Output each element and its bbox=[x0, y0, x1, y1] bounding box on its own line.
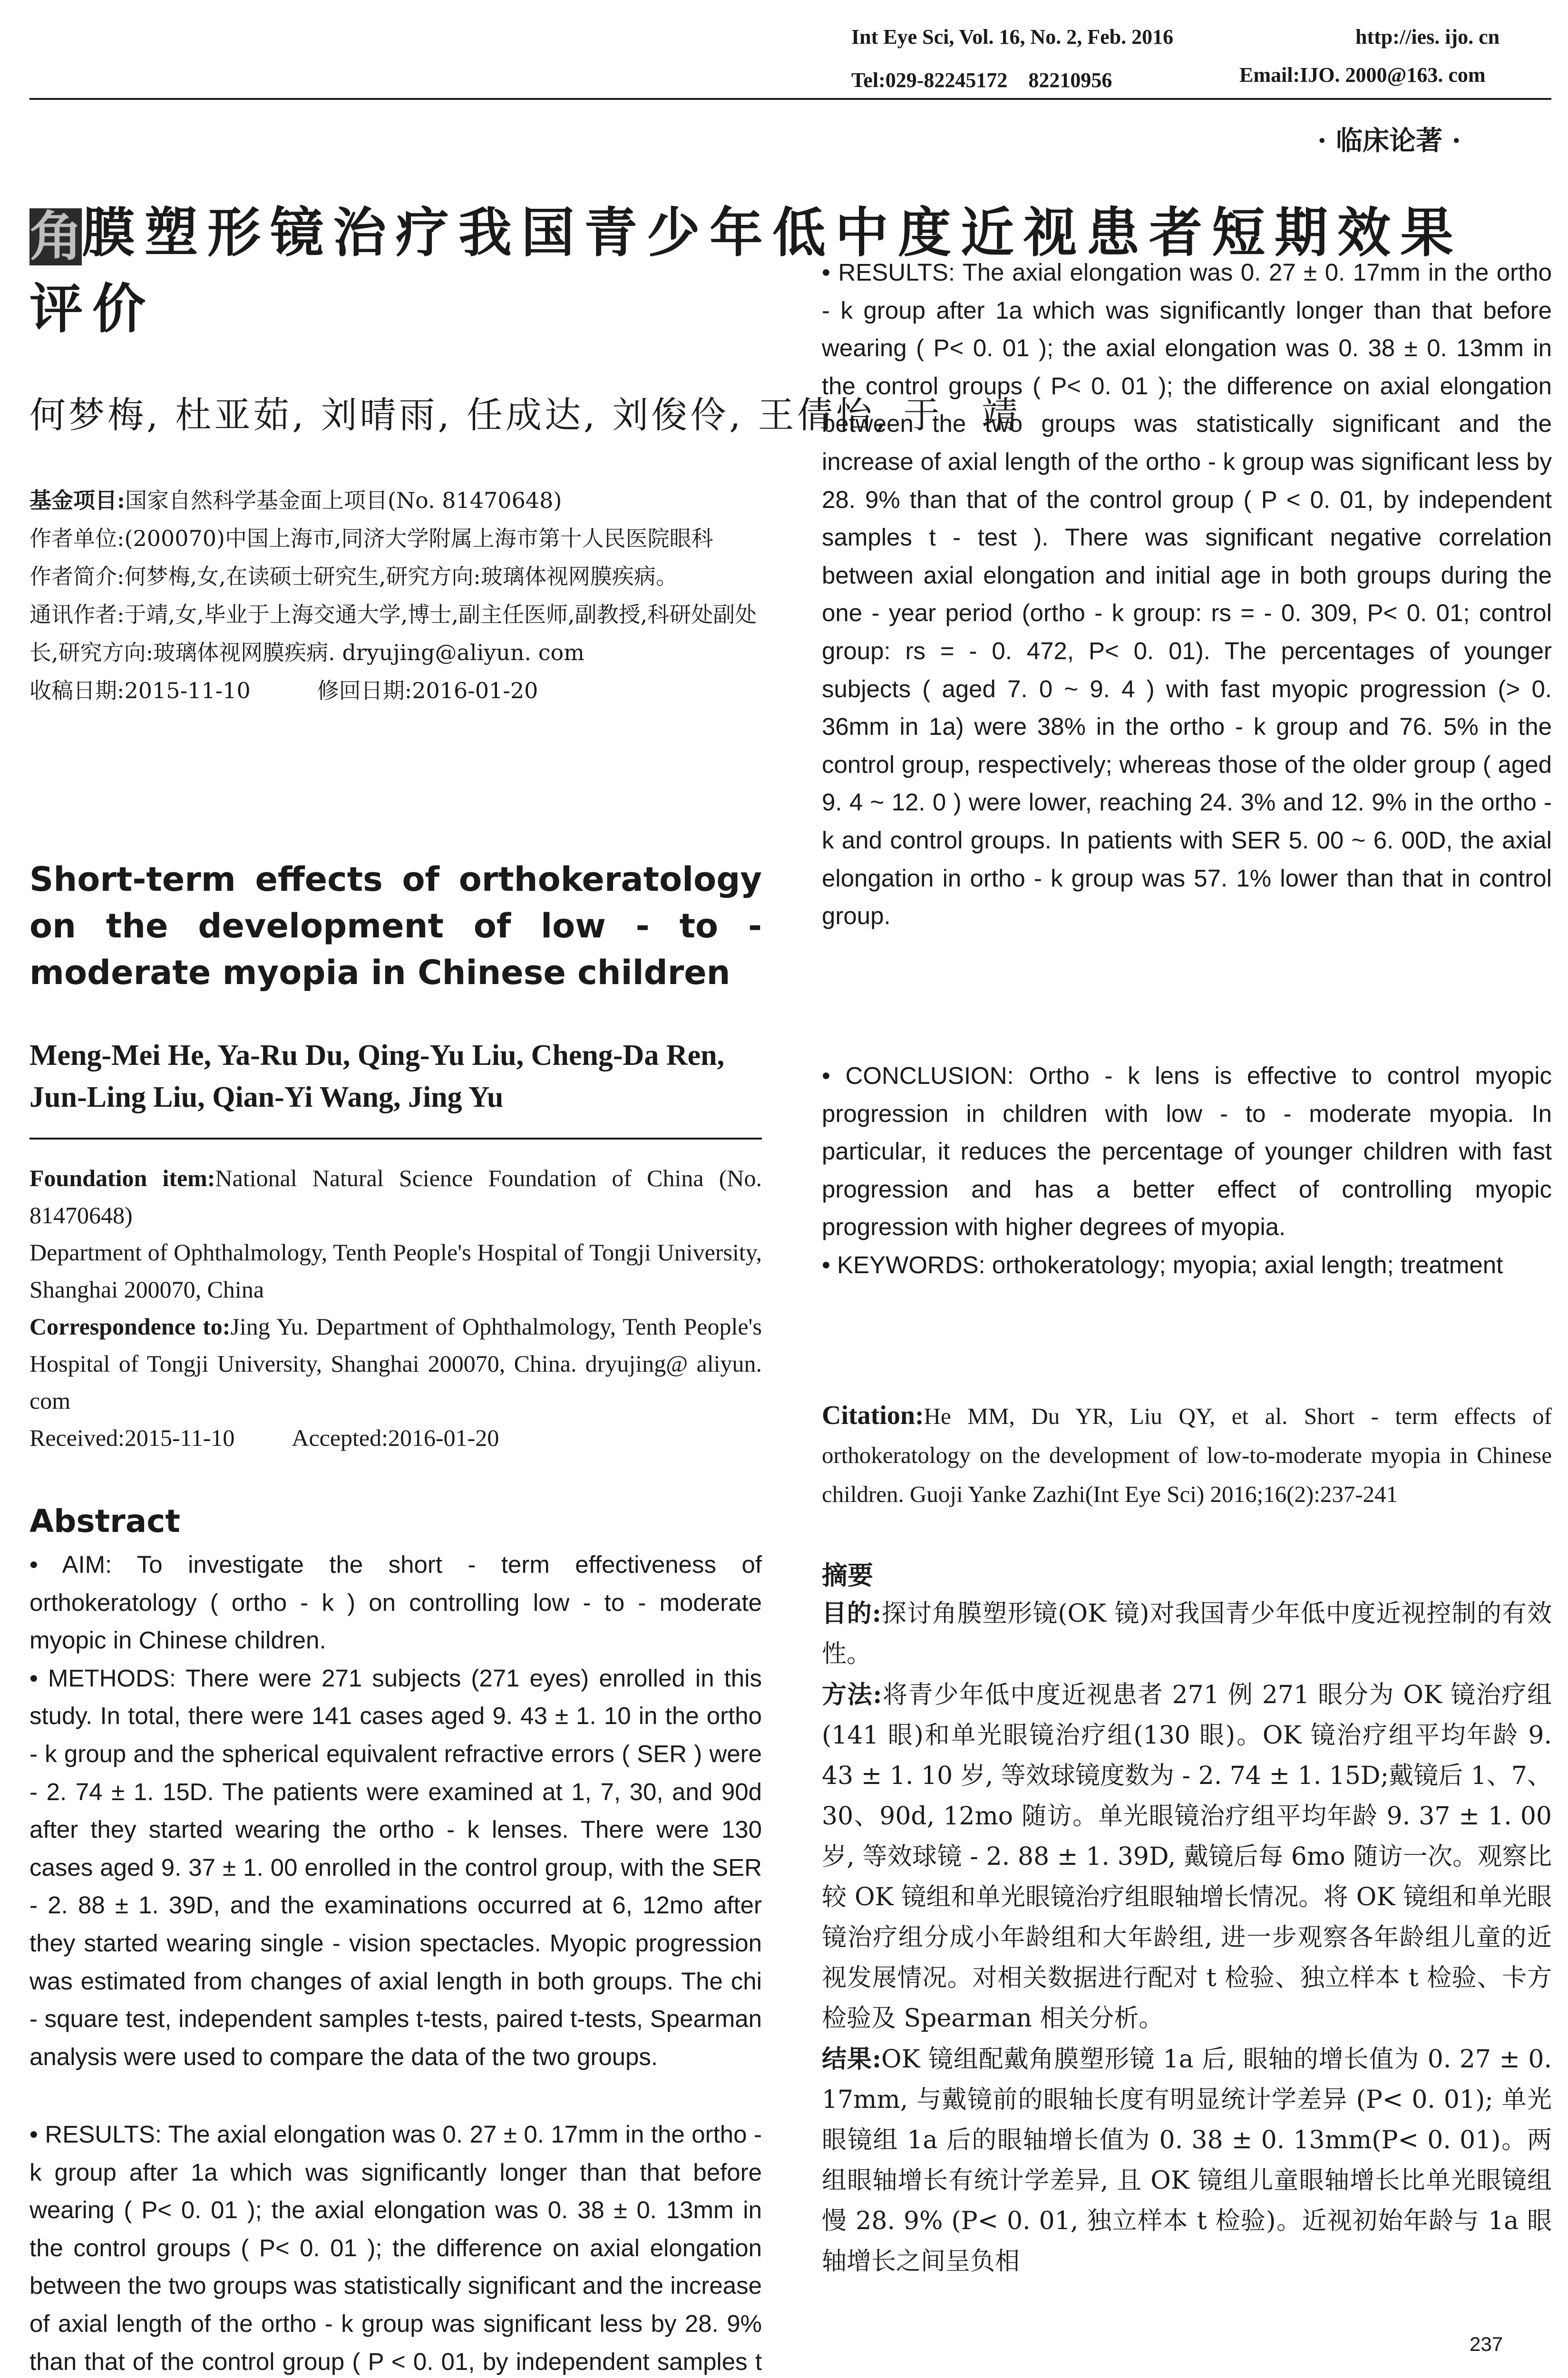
received-en: Received:2015-11-10 bbox=[29, 1424, 235, 1451]
received-accepted-line bbox=[29, 1419, 762, 1456]
abstract-cn-results-label: 结果: bbox=[822, 2045, 882, 2074]
abstract-cn-methods-text: 将青少年低中度近视患者 271 例 271 眼分为 OK 镜治疗组(141 眼)和单光眼镜治疗组(130 眼)。OK 镜治疗组平均年龄 9. 43 ± 1. 10 岁, 等效球镜度数为 - 2. 74 ± 1. 15D;戴镜后 1、7、30、90d, 12mo 随访。单光眼镜治疗组平均年龄 9. 37 ± 1. 00 岁, 等效球镜 - 2. 88 ± 1. 39D, 戴镜后每 6mo 随访一次。观察比较 OK 镜组和单光眼镜治疗组眼轴增长情况。将 OK 镜组和单光眼镜治疗组分成小年龄组和大年龄组, 进一步观察各年龄组儿童的近视发展情况。对相关数据进行配对 t 检验、独立样本 t 检验、卡方检验及 Spearman 相关分析。 bbox=[822, 1681, 1552, 2033]
abstract-cn-methods bbox=[822, 1675, 1552, 2039]
revised-label: 修回日期: bbox=[317, 678, 412, 703]
abstract-en-left bbox=[29, 1546, 762, 2076]
abstract-heading: Abstract bbox=[29, 1503, 180, 1540]
abstract-aim: • AIM: To investigate the short - term effectiveness of orthokeratology ( ortho - k ) on controlling low - to - moderate myopic in Chinese children. bbox=[29, 1551, 762, 1654]
accepted-en: Accepted:2016-01-20 bbox=[292, 1424, 499, 1451]
unit-label: 作者单位: bbox=[29, 526, 125, 551]
bio-label: 作者简介: bbox=[29, 564, 125, 589]
dates-line bbox=[29, 672, 762, 710]
abstract-end bbox=[822, 1057, 1552, 1284]
correspondence-line bbox=[29, 1308, 762, 1419]
foundation-label: Foundation item: bbox=[29, 1165, 215, 1191]
abstract-cn-aim bbox=[822, 1593, 1552, 1675]
bio-text: 何梦梅,女,在读硕士研究生,研究方向:玻璃体视网膜疾病。 bbox=[124, 564, 678, 589]
corr-label: 通讯作者: bbox=[29, 602, 125, 627]
abstract-cn-aim-text: 探讨角膜塑形镜(OK 镜)对我国青少年低中度近视控制的有效性。 bbox=[822, 1599, 1552, 1668]
unit-line bbox=[29, 519, 762, 557]
journal-citation-line: Int Eye Sci, Vol. 16, No. 2, Feb. 2016 bbox=[851, 25, 1174, 49]
department-line: Department of Ophthalmology, Tenth People's Hospital of Tongji University, Shanghai 200070, China bbox=[29, 1239, 762, 1303]
title-cn-line2: 评价 bbox=[29, 278, 155, 340]
header-rule bbox=[29, 98, 1551, 100]
abstract-cn-heading: 摘要 bbox=[822, 1560, 873, 1590]
title-first-char: 角 bbox=[29, 206, 83, 268]
corr-line bbox=[29, 595, 762, 672]
revised-date: 2016-01-20 bbox=[412, 678, 538, 703]
authors-en: Meng-Mei He, Ya-Ru Du, Qing-Yu Liu, Cheng-Da Ren, Jun-Ling Liu, Qian-Yi Wang, Jing Yu bbox=[29, 1039, 725, 1113]
abstract-conclusion: • CONCLUSION: Ortho - k lens is effective to control myopic progression in children with low - to - moderate myopia. In particular, it reduces the percentage of younger children with fast progression and has a better effect of controlling myopic progression with higher degrees of myopia. bbox=[822, 1062, 1552, 1241]
foundation-text: National Natural Science Foundation of China (No. 81470648) bbox=[29, 1165, 762, 1228]
correspondence-text: Jing Yu. Department of Ophthalmology, Tenth People's Hospital of Tongji University, Shanghai 200070, China. dryujing@ aliyun. com bbox=[29, 1313, 762, 1414]
abstract-results-start bbox=[29, 2115, 762, 2375]
info-cn bbox=[29, 481, 762, 710]
fund-label: 基金项目: bbox=[29, 487, 125, 513]
abstract-results: • RESULTS: The axial elongation was 0. 27 ± 0. 17mm in the ortho - k group after 1a which was significantly longer than that before wearing ( P< 0. 01 ); the axial elongation was 0. 38 ± 0. 13mm in the control groups ( P< 0. 01 ); the difference on axial elongation between the two groups was statistically significant and the increase of axial length of the ortho - k group was significant less by 28. 9% than that of the control group ( P < 0. 01, by independent samples t bbox=[29, 2121, 762, 2375]
title-cn-line1: 膜塑形镜治疗我国青少年低中度近视患者短期效果 bbox=[82, 202, 1463, 264]
received-date: 2015-11-10 bbox=[124, 678, 251, 703]
abstract-results-continued bbox=[822, 259, 1552, 1057]
abstract-cn-methods-label: 方法: bbox=[822, 1680, 882, 1709]
journal-email: Email:IJO. 2000@163. com bbox=[1239, 63, 1486, 87]
foundation-line bbox=[29, 1160, 762, 1234]
abstract-cn-aim-label: 目的: bbox=[822, 1599, 881, 1628]
abstract-results-cont: • RESULTS: The axial elongation was 0. 27 ± 0. 17mm in the ortho - k group after 1a which was significantly longer than that before wearing ( P< 0. 01 ); the axial elongation was 0. 38 ± 0. 13mm in the control groups ( P< 0. 01 ); the difference on axial elongation between the two groups was statistically significant and the increase of axial length of the ortho - k group was significant less by 28. 9% than that of the control group ( P < 0. 01, by independent samples t - test ). There was significant negative correlation between axial elongation and initial age in both groups during the one - year period (ortho - k group: rs = - 0. 309, P< 0. 01; control group: rs = - 0. 472, P< 0. 01). The percentages of younger subjects ( aged 7. 0 ~ 9. 4 ) with fast myopic progression (> 0. 36mm in 1a) were 38% in the ortho - k group and 76. 5% in the control group, respectively; whereas those of the older group ( aged 9. 4 ~ 12. 0 ) were lower, reaching 24. 3% and 12. 9% in the ortho -k and control groups. In patients with SER 5. 00 ~ 6. 00D, the axial elongation in ortho - k group was 57. 1% lower than that in control group. bbox=[822, 259, 1552, 930]
abstract-cn-results-text: OK 镜组配戴角膜塑形镜 1a 后, 眼轴的增长值为 0. 27 ± 0. 17mm, 与戴镜前的眼轴长度有明显统计学差异 (P< 0. 01); 单光眼镜组 1a 后的眼轴增长值为 0. 38 ± 0. 13mm(P< 0. 01)。两组眼轴增长有统计学差异, 且 OK 镜组儿童眼轴增长比单光眼镜组慢 28. 9% (P< 0. 01, 独立样本 t 检验)。近视初始年龄与 1a 眼轴增长之间呈负相 bbox=[822, 2045, 1552, 2276]
citation-text: He MM, Du YR, Liu QY, et al. Short - term effects of orthokeratology on the development of low-to-moderate myopia in Chinese children. Guoji Yanke Zazhi(Int Eye Sci) 2016;16(2):237-241 bbox=[822, 1403, 1552, 1507]
title-en: Short-term effects of orthokeratology on the development of low - to - moderate myopia in Chinese children bbox=[29, 860, 762, 992]
citation-label: Citation: bbox=[822, 1401, 924, 1430]
journal-website: http://ies. ijo. cn bbox=[1355, 25, 1500, 49]
citation bbox=[822, 1396, 1552, 1514]
received-label: 收稿日期: bbox=[29, 678, 125, 703]
unit-text: (200070)中国上海市,同济大学附属上海市第十人民医院眼科 bbox=[124, 526, 713, 551]
bio-line bbox=[29, 557, 762, 595]
correspondence-label: Correspondence to: bbox=[29, 1313, 231, 1340]
corr-text: 于靖,女,毕业于上海交通大学,博士,副主任医师,副教授,科研处副处长,研究方向:玻璃体视网膜疾病. dryujing@aliyun. com bbox=[29, 602, 757, 665]
info-en bbox=[29, 1160, 762, 1456]
fund-line bbox=[29, 481, 762, 519]
abstract-methods: • METHODS: There were 271 subjects (271 eyes) enrolled in this study. In total, there were 141 cases aged 9. 43 ± 1. 10 in the ortho - k group and the spherical equivalent refractive errors ( SER ) were - 2. 74 ± 1. 15D. The patients were examined at 1, 7, 30, and 90d after they started wearing the ortho - k lenses. There were 130 cases aged 9. 37 ± 1. 00 enrolled in the control group, with the SER - 2. 88 ± 1. 39D, and the examinations occurred at 6, 12mo after they started wearing single - vision spectacles. Myopic progression was estimated from changes of axial length in both groups. The chi - square test, independent samples t-tests, paired t-tests, Spearman analysis were used to compare the data of the two groups. bbox=[29, 1664, 762, 2070]
abstract-keywords: • KEYWORDS: orthokeratology; myopia; axial length; treatment bbox=[822, 1251, 1503, 1278]
abstract-cn-results bbox=[822, 2039, 1552, 2282]
journal-tel: Tel:029-82245172 82210956 bbox=[851, 68, 1112, 92]
authors-rule bbox=[29, 1138, 762, 1140]
authors-cn: 何梦梅, 杜亚茹, 刘晴雨, 任成达, 刘俊伶, 王倩怡, 于 靖 bbox=[29, 394, 1021, 436]
section-tag: · 临床论著 · bbox=[1317, 125, 1461, 156]
page-number: 237 bbox=[1470, 2333, 1503, 2355]
abstract-cn bbox=[822, 1593, 1552, 2282]
fund-text: 国家自然科学基金面上项目(No. 81470648) bbox=[125, 487, 562, 513]
